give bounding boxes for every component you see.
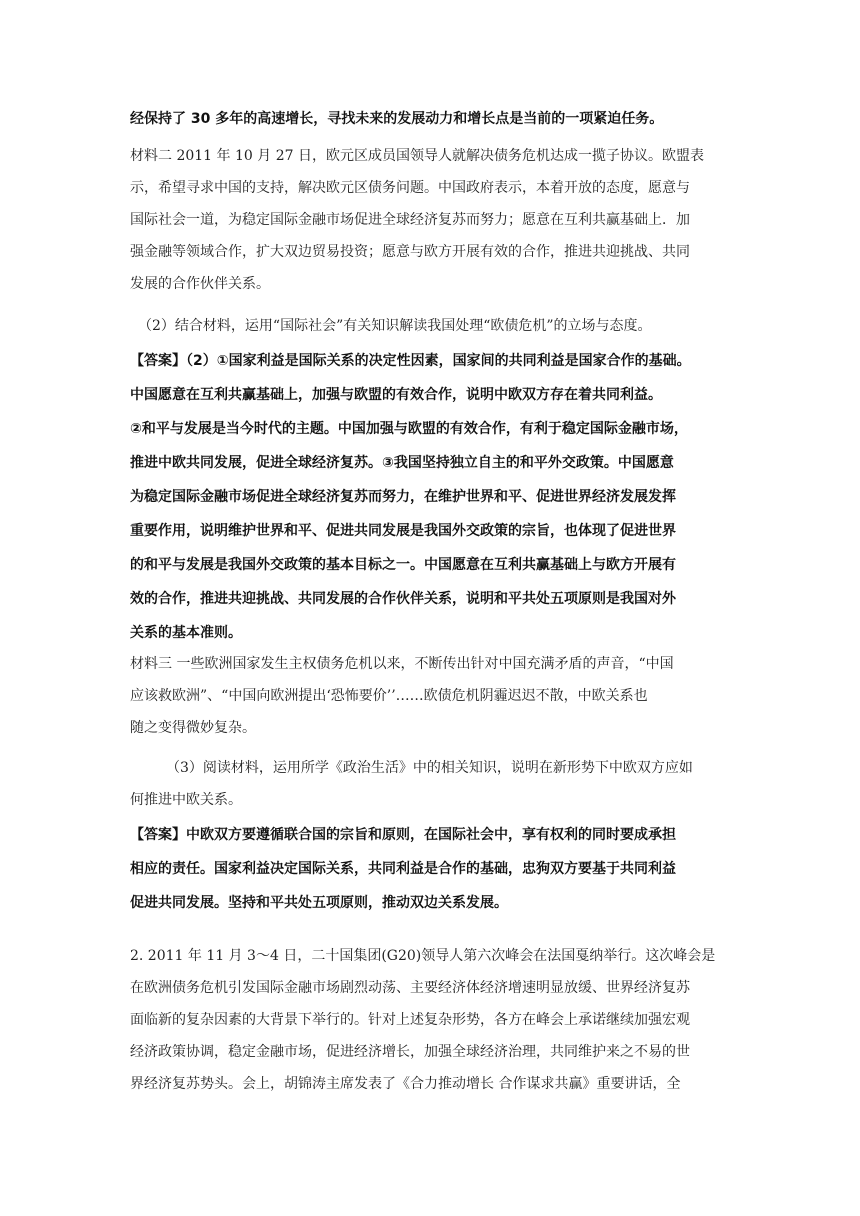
material-three	[130, 648, 730, 744]
text-line: 发展的合作伙伴关系。	[130, 276, 270, 292]
text-line: 国际社会一道，为稳定国际金融市场促进全球经济复苏而努力；愿意在互利共赢基础上．加	[130, 212, 690, 228]
item-two	[130, 940, 730, 1100]
text-line: 应该救欧洲”、“中国向欧洲提出‘恐怖要价’’……欧债危机阴霾迟迟不散，中欧关系也	[130, 688, 648, 704]
text-line: 为稳定国际金融市场促进全球经济复苏而努力，在维护世界和平、促进世界经济发展发挥	[130, 489, 676, 505]
text-line: 效的合作，推进共迎挑战、共同发展的合作伙伴关系，说明和平共处五项原则是我国对外	[130, 591, 676, 607]
text-line: 重要作用，说明维护世界和平、促进共同发展是我国外交政策的宗旨，也体现了促进世界	[130, 523, 676, 539]
text-line: 强金融等领域合作，扩大双边贸易投资；愿意与欧方开展有效的合作，推进共迎挑战、共同	[130, 244, 690, 260]
material-two	[130, 140, 730, 300]
text-line: （3）阅读材料，运用所学《政治生活》中的相关知识，说明在新形势下中欧双方应如	[166, 760, 693, 776]
text-line: 材料三 一些欧洲国家发生主权债务危机以来，不断传出针对中国充满矛盾的声音，“中国	[130, 656, 674, 672]
text-line: ②和平与发展是当今时代的主题。中国加强与欧盟的有效合作，有利于稳定国际金融市场，	[130, 421, 688, 437]
text-line: （2）结合材料，运用“国际社会”有关知识解读我国处理“欧债危机”的立场与态度。	[138, 318, 652, 334]
text-line: 何推进中欧关系。	[130, 792, 242, 808]
text-line: 促进共同发展。坚持和平共处五项原则，推动双边关系发展。	[130, 895, 508, 911]
text-line: 推进中欧共同发展，促进全球经济复苏。③我国坚持独立自主的和平外交政策。中国愿意	[130, 455, 674, 471]
text-line: 界经济复苏势头。会上，胡锦涛主席发表了《合力推动增长 合作谋求共赢》重要讲话，全	[130, 1076, 681, 1092]
answer-two	[130, 344, 730, 650]
text-line: 经保持了 30 多年的高速增长，寻找未来的发展动力和增长点是当前的一项紧迫任务。	[130, 111, 664, 127]
paragraph-continued	[130, 102, 730, 136]
text-line: 经济政策协调，稳定金融市场，促进经济增长，加强全球经济治理，共同维护来之不易的世	[130, 1044, 690, 1060]
text-line: 材料二 2011 年 10 月 27 日，欧元区成员国领导人就解决债务危机达成一揽子协议。欧盟表	[130, 148, 704, 164]
text-line: 在欧洲债务危机引发国际金融市场剧烈动荡、主要经济体经济增速明显放缓、世界经济复苏	[130, 980, 690, 996]
text-line: 的和平与发展是我国外交政策的基本目标之一。中国愿意在互利共赢基础上与欧方开展有	[130, 557, 676, 573]
text-line: 示，希望寻求中国的支持，解决欧元区债务问题。中国政府表示，本着开放的态度，愿意与	[130, 180, 690, 196]
question-three	[130, 752, 730, 816]
answer-three	[130, 818, 730, 920]
text-line: 【答案】（2）①国家利益是国际关系的决定性因素，国家间的共同利益是国家合作的基础。	[130, 353, 691, 369]
text-line: 中国愿意在互利共赢基础上，加强与欧盟的有效合作，说明中欧双方存在着共同利益。	[130, 387, 662, 403]
text-line: 随之变得微妙复杂。	[130, 720, 256, 736]
text-line: 【答案】中欧双方要遵循联合国的宗旨和原则，在国际社会中，享有权利的同时要成承担	[130, 827, 676, 843]
text-line: 2. 2011 年 11 月 3～4 日，二十国集团(G20)领导人第六次峰会在法国戛纳举行。这次峰会是	[130, 948, 716, 964]
text-line: 面临新的复杂因素的大背景下举行的。针对上述复杂形势，各方在峰会上承诺继续加强宏观	[130, 1012, 690, 1028]
question-two	[130, 310, 730, 342]
text-line: 相应的责任。国家利益决定国际关系，共同利益是合作的基础，忠狗双方要基于共同利益	[130, 861, 676, 877]
text-line: 关系的基本准则。	[130, 625, 242, 641]
